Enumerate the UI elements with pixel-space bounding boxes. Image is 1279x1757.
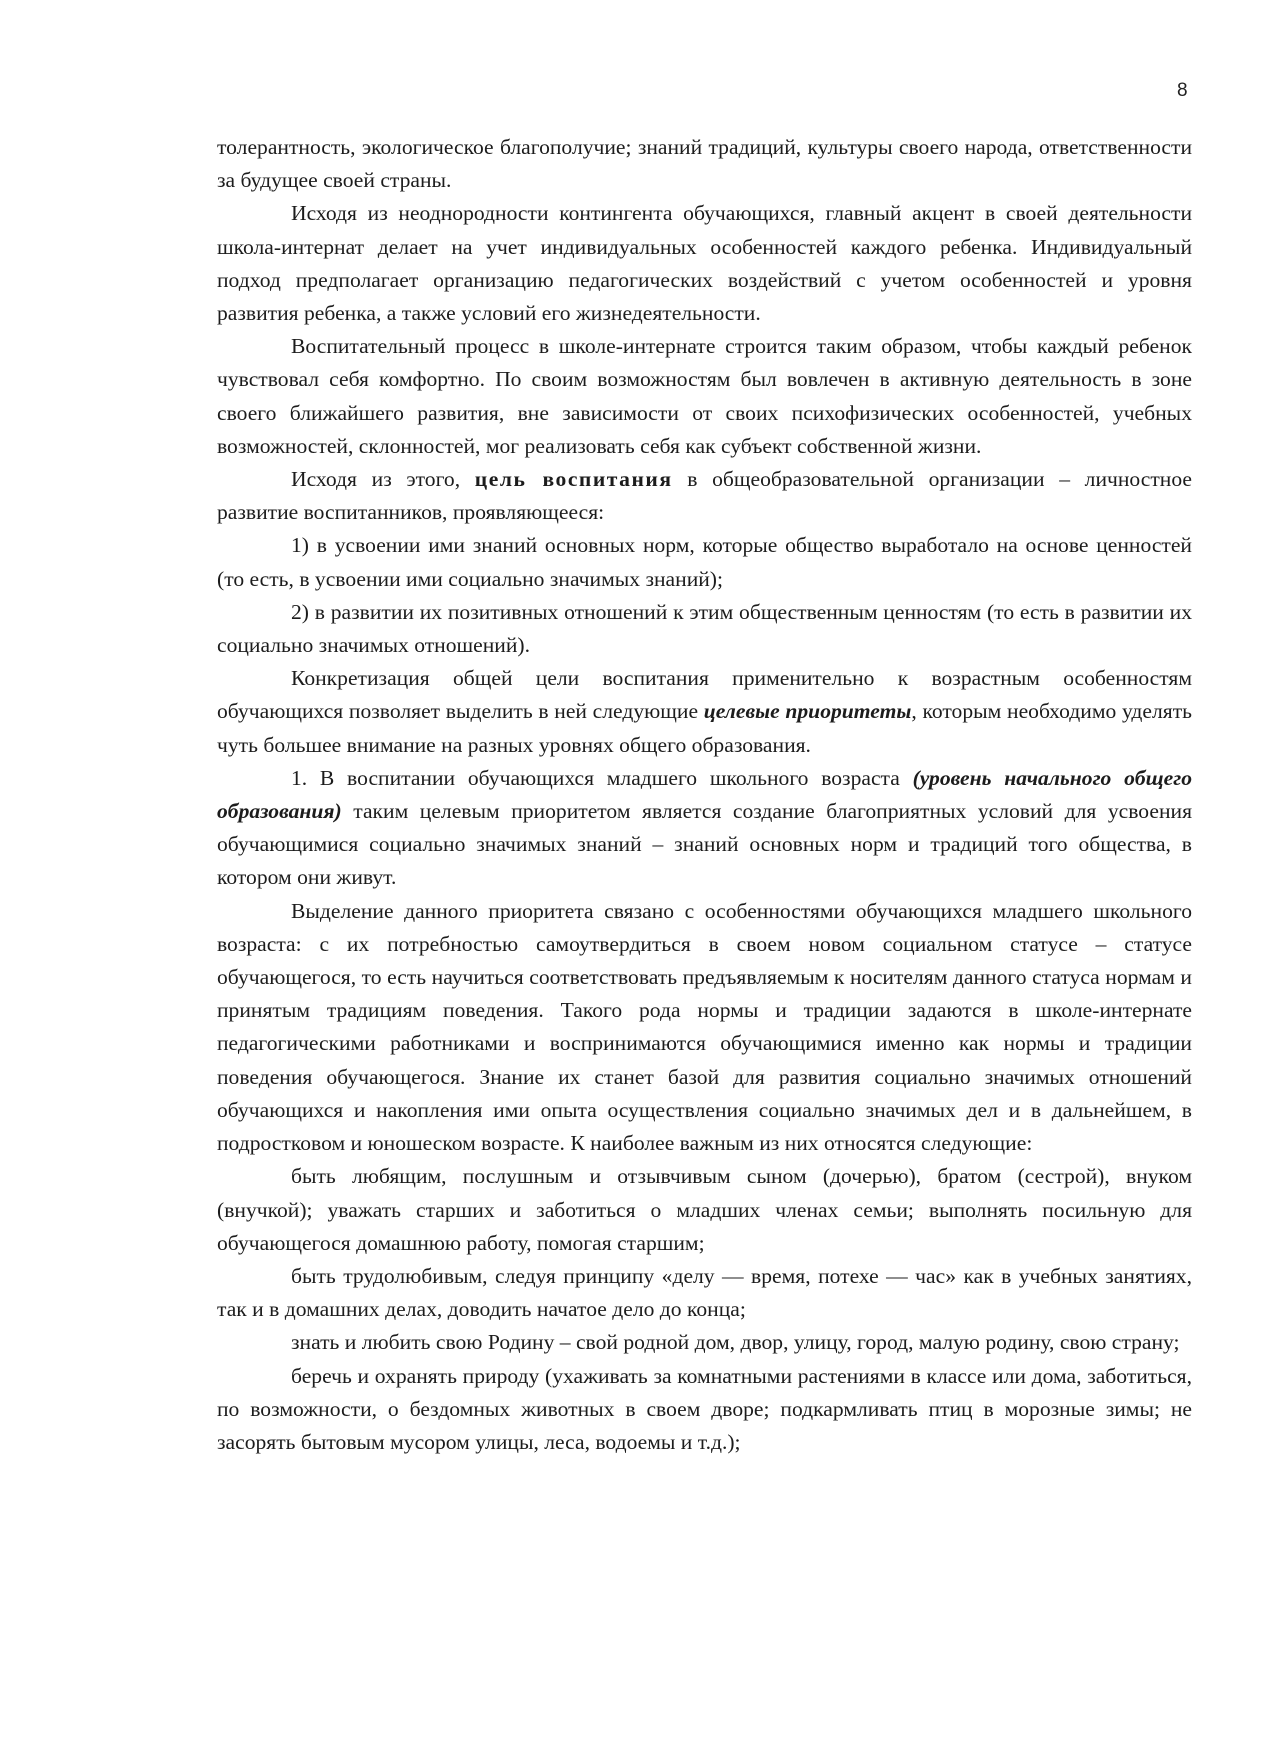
page-number: 8 — [1177, 80, 1188, 101]
priorities-text-after: , которым необходимо уделять чуть большее внимание на разных уровнях общего образования. — [217, 699, 1192, 757]
paragraph-educational-process: Воспитательный процесс в школе-интернате строится таким образом, чтобы каждый ребенок чувствовал себя комфортно. По своим возможностям был вовлечен в активную деятельность в зоне своего ближайшего развития, вне зависимости от своих психофизических особенностей, учебных возможностей, склонностей, мог реализовать себя как субъект собственной жизни. — [217, 334, 1192, 458]
paragraph-individual-approach: Исходя из неоднородности контингента обучающихся, главный акцент в своей деятельности школа-интернат делает на учет индивидуальных особенностей каждого ребенка. Индивидуальный подход предполагает организацию педагогических воздействий с учетом особенностей и уровня развития ребенка, а также условий его жизнедеятельности. — [217, 201, 1192, 326]
list-item-2: 2) в развитии их позитивных отношений к этим общественным ценностям (то есть в развитии их социально значимых отношений). — [217, 599, 1192, 658]
goal-text-before: Исходя из этого, — [291, 467, 475, 492]
norm-item-homeland: знать и любить свою Родину – свой родной дом, двор, улицу, город, малую родину, свою страну; — [291, 1330, 1180, 1355]
goal-term: цель воспитания — [474, 467, 673, 492]
primary-level-term: (уровень начального общего образования) — [217, 765, 1192, 824]
paragraph-primary-level — [217, 762, 1192, 895]
norm-item-nature: беречь и охранять природу (ухаживать за комнатными растениями в классе или дома, заботиться, по возможности, о бездомных животных в своем дворе; подкармливать птиц в морозные зимы; не засорять бытовым мусором улицы, леса, водоемы и т.д.); — [217, 1363, 1192, 1454]
list-item-1: 1) в усвоении ими знаний основных норм, которые общество выработало на основе ценностей (то есть, в усвоении ими социально значимых знаний); — [217, 533, 1192, 591]
paragraph-continuation: толерантность, экологическое благополучие; знаний традиций, культуры своего народа, ответственности за будущее своей страны. — [217, 135, 1192, 193]
norm-item-diligence: быть трудолюбивым, следуя принципу «делу — время, потехе — час» как в учебных занятиях, так и в домашних делах, доводить начатое дело до конца; — [217, 1263, 1192, 1322]
document-body — [217, 131, 1192, 1459]
primary-text-before: 1. В воспитании обучающихся младшего школьного возраста — [291, 765, 913, 790]
priorities-term: целевые приоритеты — [703, 699, 912, 724]
priorities-text-before: Конкретизация общей цели воспитания применительно к возрастным особенностям обучающихся позволяет выделить в ней следующие — [217, 666, 1192, 724]
paragraph-target-priorities — [217, 662, 1192, 762]
norm-item-family: быть любящим, послушным и отзывчивым сыном (дочерью), братом (сестрой), внуком (внучкой); уважать старших и заботиться о младших членах семьи; выполнять посильную для обучающегося домашнюю работу, помогая старшим; — [217, 1164, 1192, 1255]
paragraph-goal-of-education — [217, 463, 1192, 529]
primary-text-after: таким целевым приоритетом является создание благоприятных условий для усвоения обучающимися социально значимых знаний – знаний основных норм и традиций того общества, в котором они живут. — [217, 799, 1192, 890]
goal-text-after: в общеобразовательной организации – личностное развитие воспитанников, проявляющееся: — [217, 467, 1192, 525]
paragraph-priority-rationale: Выделение данного приоритета связано с особенностями обучающихся младшего школьного возраста: с их потребностью самоутвердиться в своем новом социальном статусе – статусе обучающегося, то есть научиться соответствовать предъявляемым к носителям данного статуса нормам и принятым традициям поведения. Такого рода нормы и традиции задаются в школе-интернате педагогическими работниками и воспринимаются обучающимися именно как нормы и традиции поведения обучающегося. Знание их станет базой для развития социально значимых отношений обучающихся и накопления ими опыта осуществления социально значимых дел и в дальнейшем, в подростковом и юношеском возрасте. К наиболее важным из них относятся следующие: — [217, 898, 1192, 1156]
